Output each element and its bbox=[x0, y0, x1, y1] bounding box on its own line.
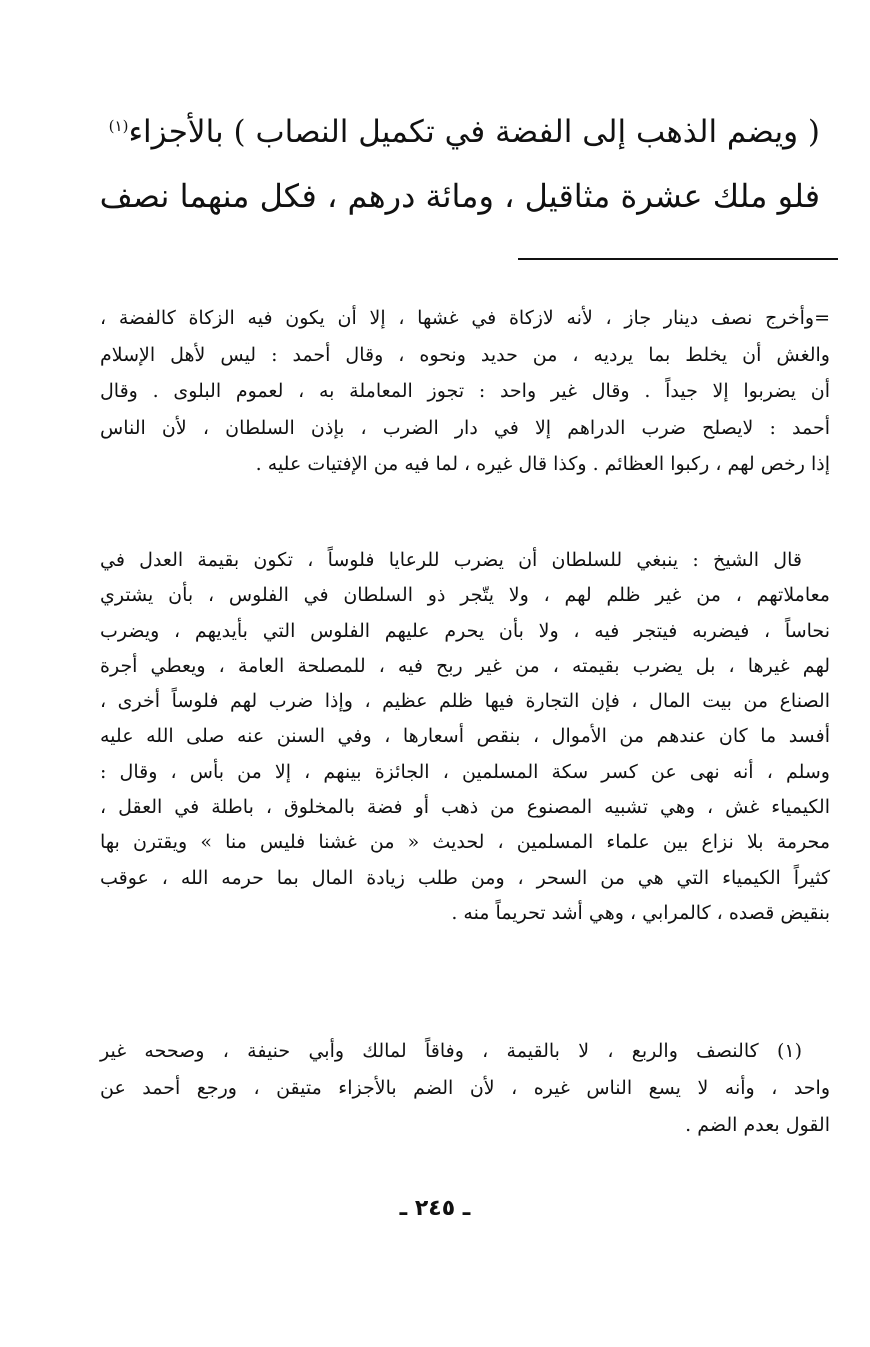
commentary-line: =وأخرج نصف دينار جاز ، لأنه لازكاة في غشها ، إلا أن يكون فيه الزكاة كالفضة ، bbox=[100, 307, 830, 329]
page-number: ـ ٢٤٥ ـ bbox=[399, 1196, 471, 1221]
footnote-line: (١) كالنصف والربع ، لا بالقيمة ، وفاقاً لمالك وأبي حنيفة ، وصححه غير bbox=[100, 1040, 802, 1062]
commentary-line: الكيمياء غش ، وهي تشبيه المصنوع من ذهب أو فضة بالمخلوق ، باطلة في العقل ، bbox=[100, 796, 830, 819]
commentary-line: محرمة بلا نزاع بين علماء المسلمين ، لحديث « من غشنا فليس منا » ويقترن بها bbox=[100, 831, 830, 854]
commentary-line: أفسد ما كان عندهم من الأموال ، بنقص أسعارها ، وفي السنن عنه صلى الله عليه bbox=[100, 725, 830, 748]
footnote bbox=[100, 1033, 830, 1144]
commentary-line: معاملاتهم ، من غير ظلم لهم ، ولا يتّجر ذو السلطان في الفلوس ، بأن يشتري bbox=[100, 584, 830, 607]
commentary-line: قال الشيخ : ينبغي للسلطان أن يضرب للرعايا فلوساً ، تكون بقيمة العدل في bbox=[100, 549, 802, 571]
commentary-line: لهم غيرها ، بل يضرب بقيمته ، من غير ربح فيه ، للمصلحة العامة ، ويعطي أجرة bbox=[100, 654, 830, 677]
commentary-line: نحاساً ، فيضربه فيتجر فيه ، ولا بأن يحرم عليهم الفلوس التي بأيديهم ، ويضرب bbox=[100, 619, 830, 642]
commentary-line: الصناع من بيت المال ، فإن التجارة فيها ظلم عظيم ، وإذا ضرب لهم فلوساً أخرى ، bbox=[100, 690, 830, 713]
section-divider bbox=[518, 258, 838, 260]
commentary-line: أحمد : لايصلح ضرب الدراهم إلا في دار الضرب ، بإذن السلطان ، لأن الناس bbox=[100, 416, 830, 439]
commentary-line: وسلم ، أنه نهى عن كسر سكة المسلمين ، الجائزة بينهم ، إلا من بأس ، وقال : bbox=[100, 760, 830, 783]
footnote-line: واحد ، وأنه لا يسع الناس غيره ، لأن الضم بالأجزاء متيقن ، ورجع أحمد عن bbox=[100, 1077, 830, 1099]
main-text-line-1 bbox=[100, 112, 820, 152]
commentary-paragraph-1 bbox=[100, 300, 830, 483]
commentary-line: بنقيض قصده ، كالمرابي ، وهي أشد تحريماً منه . bbox=[451, 901, 830, 924]
commentary-line: والغش أن يخلط بما يرديه ، من حديد ونحوه ، وقال أحمد : ليس لأهل الإسلام bbox=[100, 343, 830, 366]
main-text-line-1-body: ( ويضم الذهب إلى الفضة في تكميل النصاب ) بالأجزاء bbox=[128, 114, 820, 150]
main-text-line-2: فلو ملك عشرة مثاقيل ، ومائة درهم ، فكل منهما نصف bbox=[99, 177, 820, 215]
footnote-line: القول بعدم الضم . bbox=[685, 1114, 830, 1136]
commentary-line: كثيراً الكيمياء التي هي من السحر ، ومن طلب زيادة المال بما حرمه الله ، عوقب bbox=[100, 866, 830, 889]
commentary-line: أن يضربوا إلا جيداً . وقال غير واحد : تجوز المعاملة به ، لعموم البلوى . وقال bbox=[100, 380, 830, 403]
commentary-line: إذا رخص لهم ، ركبوا العظائم . وكذا قال غيره ، لما فيه من الإفتيات عليه . bbox=[255, 453, 830, 476]
commentary-paragraph-2 bbox=[100, 543, 830, 931]
footnote-marker[interactable]: (١) bbox=[108, 117, 129, 135]
